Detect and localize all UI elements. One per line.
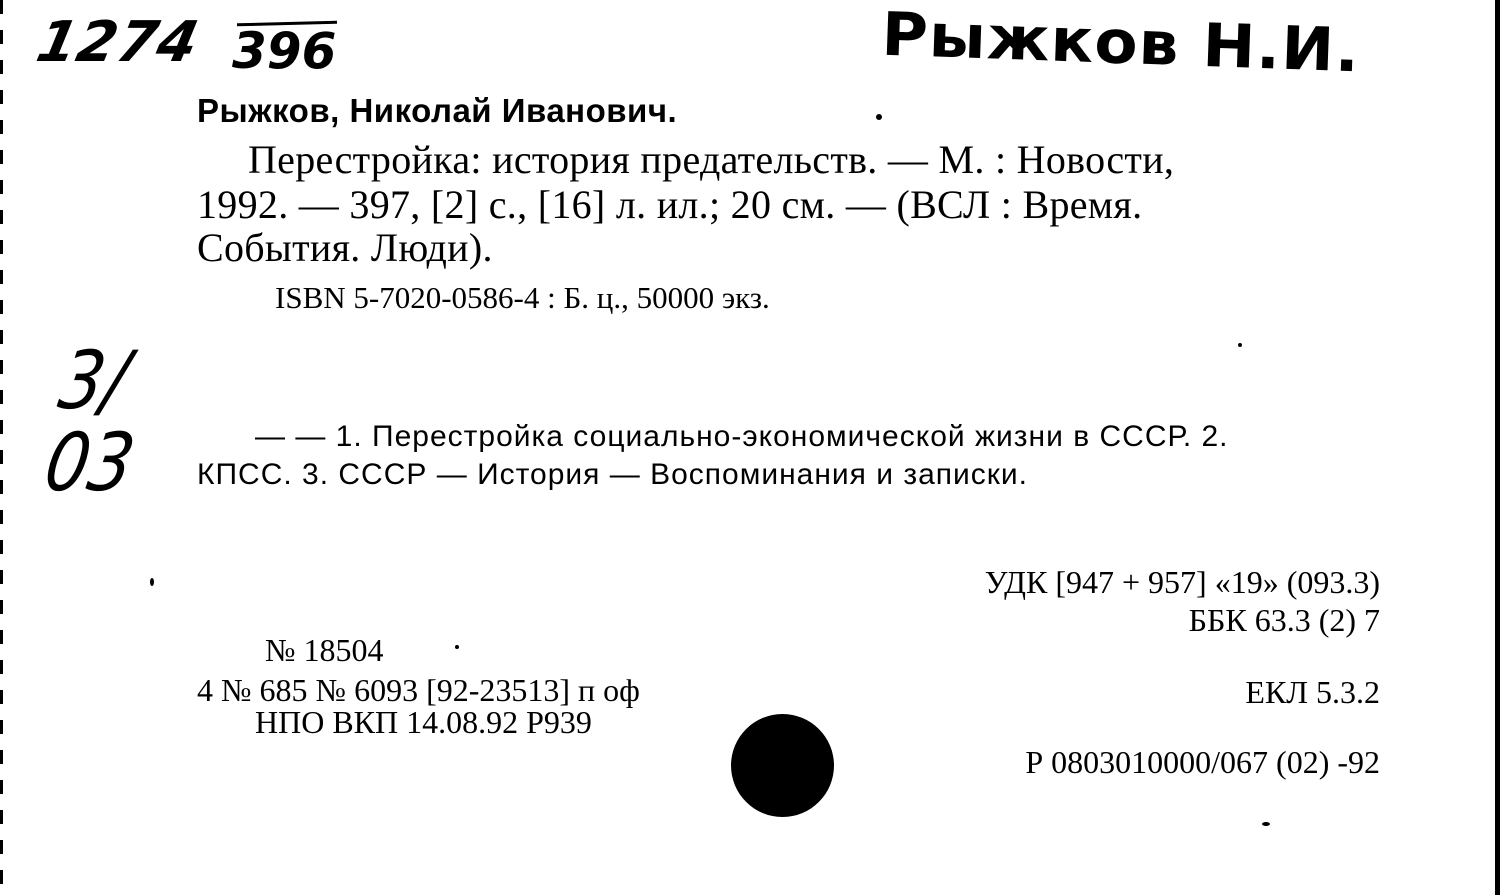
stamped-author-name: Рыжков Н.И. <box>880 0 1362 87</box>
handwritten-side-mark: 3/ 03 <box>38 334 142 509</box>
ink-speck <box>1262 822 1270 826</box>
handwritten-number-1274: 1274 <box>31 10 205 75</box>
handwritten-number-396: 396 <box>232 22 337 80</box>
r-code: Р 0803010000/067 (02) -92 <box>1025 744 1380 780</box>
title-line-3: События. Люди). <box>197 225 493 270</box>
subject-line-1: — — 1. Перестройка социально-экономической жизни в СССР. 2. <box>255 420 1229 453</box>
title-line-2: 1992. — 397, [2] с., [16] л. ил.; 20 см. — (ВСЛ : Время. <box>197 182 1143 227</box>
ink-speck <box>1238 343 1242 347</box>
bbk-code: ББК 63.3 (2) 7 <box>1188 602 1380 638</box>
ink-speck <box>150 578 154 586</box>
title-line-1: Перестройка: история предательств. — М. : Новости, <box>248 137 1175 182</box>
card-left-edge <box>0 0 3 895</box>
udc-code: УДК [947 + 957] «19» (093.3) <box>984 564 1380 600</box>
card-right-edge <box>1495 0 1500 895</box>
npo-line: НПО ВКП 14.08.92 Р939 <box>255 704 592 740</box>
punch-hole <box>731 714 834 817</box>
ekl-code: ЕКЛ 5.3.2 <box>1245 674 1380 710</box>
ink-speck <box>455 645 459 649</box>
record-number: № 18504 <box>265 632 384 668</box>
order-line: 4 № 685 № 6093 [92-23513] п оф <box>197 672 640 708</box>
author-heading: Рыжков, Николай Иванович. <box>197 92 678 129</box>
ink-speck <box>876 114 882 120</box>
subject-line-2: КПСС. 3. СССР — История — Воспоминания и записки. <box>197 458 1028 491</box>
isbn-line: ISBN 5-7020-0586-4 : Б. ц., 50000 экз. <box>275 280 770 315</box>
